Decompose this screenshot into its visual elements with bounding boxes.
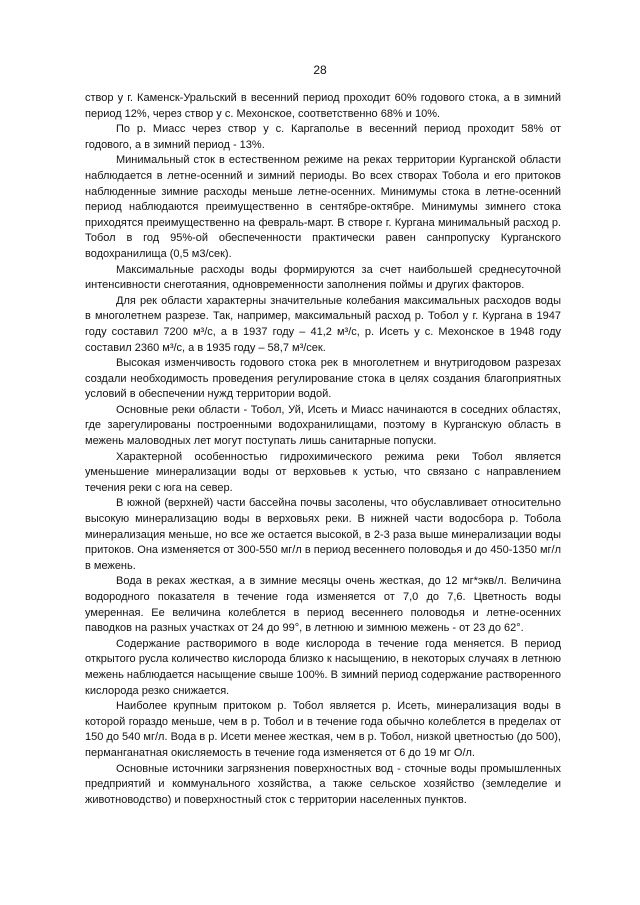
- paragraph: створ у г. Каменск-Уральский в весенний период проходит 60% годового стока, а в зимний период 12%, через створ у с. Мехонское, соответственно 68% и 10%.: [85, 92, 561, 120]
- paragraph: Для рек области характерны значительные колебания максимальных расходов воды в многолетнем разрезе. Так, например, максимальный расход р. Тобол у г. Кургана в 1947 году составил 7200 м³/с, а в 1937 году – 41,2 м³/с, р. Исеть у с. Мехонское в 1948 году составил 2360 м³/с, а в 1935 году – 58,7 м³/сек.: [85, 294, 561, 354]
- paragraph: Основные реки области - Тобол, Уй, Исеть и Миасс начинаются в соседних областях, где зарегулированы построенными водохранилищами, поэтому в Курганскую область в межень маловодных лет могут поступать лишь санитарные попуски.: [85, 403, 561, 448]
- paragraph: Минимальный сток в естественном режиме на реках территории Курганской области наблюдается в летне-осенний и зимний периоды. Во всех створах Тобола и его притоков наблюденные зимние расходы меньше летне-осенних. Минимумы стока в летне-осенний период наблюдаются преимущественно в сентябре-октябре. Минимумы зимнего стока приходятся преимущественно на февраль-март. В створе г. Кургана минимальный расход р. Тобол в год 95%-ой обеспеченности практически равен санпропуску Курганского водохранилища (0,5 м3/сек).: [85, 154, 561, 260]
- paragraph: Содержание растворимого в воде кислорода в течение года меняется. В период открытого русла количество кислорода близко к насыщению, в некоторых случаях в летнюю межень наблюдается насыщение свыше 100%. В зимний период содержание растворенного кислорода резко снижается.: [85, 637, 561, 697]
- paragraph: В южной (верхней) части бассейна почвы засолены, что обуславливает относительно высокую минерализацию воды в верховьях реки. В нижней части водосбора р. Тобола минерализация меньше, но все же остается высокой, в 2-3 раза выше минерализации воды притоков. Она изменяется от 300-550 мг/л в период весеннего половодья и до 450-1350 мг/л в межень.: [85, 497, 561, 572]
- paragraph: Наиболее крупным притоком р. Тобол является р. Исеть, минерализация воды в которой гораздо меньше, чем в р. Тобол и в течение года обычно колеблется в пределах от 150 до 540 мг/л. Вода в р. Исети менее жесткая, чем в р. Тобол, низкой цветностью (до 500), перманганатная окисляемость в течение года изменяется от 6 до 19 мг О/л.: [85, 700, 561, 759]
- paragraph: Вода в реках жесткая, а в зимние месяцы очень жесткая, до 12 мг*экв/л. Величина водородного показателя в течение года изменяется от 7,0 до 7,6. Цветность воды умеренная. Ее величина колеблется в период весеннего половодья и летне-осенних паводков на разных участках от 24 до 99°, в летнюю и зимнюю межень - от 23 до 62°.: [85, 575, 561, 635]
- paragraph: По р. Миасс через створ у с. Каргаполье в весенний период проходит 58% от годового, а в зимний период - 13%.: [85, 123, 561, 151]
- paragraph: Максимальные расходы воды формируются за счет наибольшей среднесуточной интенсивности снеготаяния, одновременности заполнения поймы и других факторов.: [85, 263, 561, 292]
- paragraph: Основные источники загрязнения поверхностных вод - сточные воды промышленных предприятий и коммунального хозяйства, а также сельское хозяйство (земледелие и животноводство) и поверхностный сток с территории населенных пунктов.: [85, 762, 561, 806]
- body-text: [85, 91, 561, 808]
- paragraph: Высокая изменчивость годового стока рек в многолетнем и внутригодовом разрезах создали необходимость проведения регулирование стока в целях создания благоприятных условий в обеспечении нужд территории водой.: [85, 357, 561, 401]
- paragraph: Характерной особенностью гидрохимического режима реки Тобол является уменьшение минерализации воды от верховьев к устью, что связано с направлением течения реки с юга на север.: [85, 450, 561, 494]
- page-number: 28: [313, 63, 327, 77]
